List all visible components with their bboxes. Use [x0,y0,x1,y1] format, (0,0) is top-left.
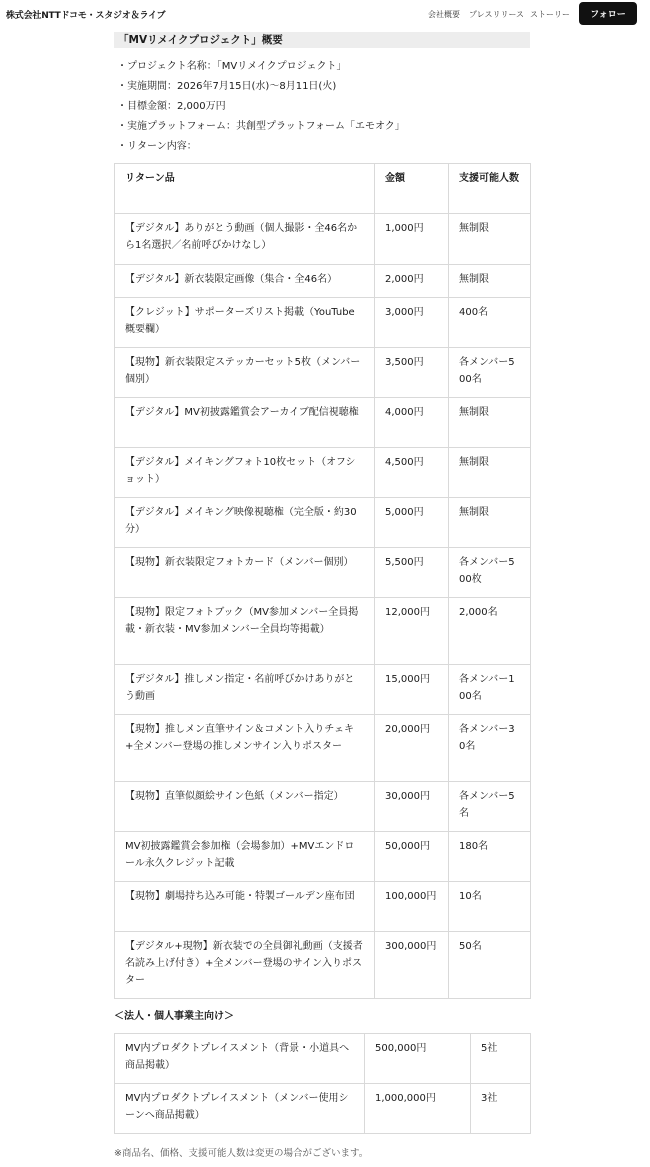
nav-press-release[interactable]: プレスリリース [469,10,525,19]
corporate-capacity: 3社 [471,1084,531,1134]
corporate-item: MV内プロダクトプレイスメント（メンバー使用シーンへ商品掲載） [115,1084,365,1134]
top-bar [0,0,650,27]
bullet-period: ・実施期間：2026年7月15日(水)〜8月11日(火) [117,81,337,92]
table-row [115,665,531,715]
bullet-returns: ・リターン内容： [117,141,197,152]
return-price: 20,000円 [375,715,449,782]
return-item: 【現物】新衣装限定ステッカーセット5枚（メンバー個別） [115,348,375,398]
table-row [115,348,531,398]
return-price: 15,000円 [375,665,449,715]
return-capacity: 無制限 [449,448,531,498]
return-capacity: 各メンバー500枚 [449,548,531,598]
corporate-capacity: 5社 [471,1034,531,1084]
return-price: 4,500円 [375,448,449,498]
nav-story[interactable]: ストーリー [530,10,570,19]
table-row [115,548,531,598]
return-capacity: 無制限 [449,498,531,548]
return-item: 【現物】劇場持ち込み可能・特製ゴールデン座布団 [115,882,375,932]
return-item: 【デジタル】ありがとう動画（個人撮影・全46名から1名選択／名前呼びかけなし） [115,214,375,265]
table-row [115,265,531,298]
table-row [115,498,531,548]
table-row [115,882,531,932]
return-capacity: 400名 [449,298,531,348]
table-row [115,398,531,448]
return-price: 4,000円 [375,398,449,448]
table-row [115,932,531,999]
table-row [115,1084,531,1134]
return-item: 【デジタル】メイキング映像視聴権（完全版・約30分） [115,498,375,548]
bullet-project-name: ・プロジェクト名称：「MVリメイクプロジェクト」 [117,61,347,72]
return-item: 【デジタル】新衣装限定画像（集合・全46名） [115,265,375,298]
table-row [115,715,531,782]
return-price: 5,000円 [375,498,449,548]
return-price: 5,500円 [375,548,449,598]
return-price: 3,000円 [375,298,449,348]
table-row [115,598,531,665]
table-row [115,448,531,498]
return-price: 12,000円 [375,598,449,665]
col-header-price: 金額 [375,164,449,214]
bullet-platform: ・実施プラットフォーム：共創型プラットフォーム「エモオク」 [117,121,405,132]
return-capacity: 2,000名 [449,598,531,665]
return-item: 【現物】限定フォトブック（MV参加メンバー全員掲載・新衣装・MV参加メンバー全員均等掲載） [115,598,375,665]
return-item: 【現物】新衣装限定フォトカード（メンバー個別） [115,548,375,598]
table-header-row [115,164,531,214]
table-row [115,298,531,348]
table-row [115,782,531,832]
corporate-item: MV内プロダクトプレイスメント（背景・小道具へ商品掲載） [115,1034,365,1084]
brand-name[interactable]: 株式会社NTTドコモ・スタジオ＆ライブ [6,11,166,21]
return-capacity: 無制限 [449,214,531,265]
bullet-target-amount: ・目標金額：2,000万円 [117,101,226,112]
return-item: 【デジタル】メイキングフォト10枚セット（オフショット） [115,448,375,498]
return-capacity: 無制限 [449,265,531,298]
table-row [115,832,531,882]
return-price: 3,500円 [375,348,449,398]
return-item: 【デジタル】推しメン指定・名前呼びかけありがとう動画 [115,665,375,715]
section-title: 「MVリメイクプロジェクト」概要 [114,32,530,48]
disclaimer-note: ※商品名、価格、支援可能人数は変更の場合がございます。 [114,1148,369,1159]
corporate-table [114,1033,531,1134]
return-item: 【現物】推しメン直筆サイン＆コメント入りチェキ+全メンバー登場の推しメンサイン入りポスター [115,715,375,782]
table-row [115,214,531,265]
return-capacity: 各メンバー500名 [449,348,531,398]
return-price: 30,000円 [375,782,449,832]
return-capacity: 50名 [449,932,531,999]
col-header-capacity: 支援可能人数 [449,164,531,214]
return-capacity: 無制限 [449,398,531,448]
table-row [115,1034,531,1084]
col-header-item: リターン品 [115,164,375,214]
return-item: MV初披露鑑賞会参加権（会場参加）+MVエンドロール永久クレジット記載 [115,832,375,882]
corporate-price: 500,000円 [365,1034,471,1084]
return-capacity: 10名 [449,882,531,932]
follow-button[interactable]: フォロー [579,2,637,25]
return-price: 50,000円 [375,832,449,882]
return-item: 【クレジット】サポーターズリスト掲載（YouTube概要欄） [115,298,375,348]
return-capacity: 180名 [449,832,531,882]
return-price: 300,000円 [375,932,449,999]
return-price: 100,000円 [375,882,449,932]
return-price: 2,000円 [375,265,449,298]
return-item: 【デジタル】MV初披露鑑賞会アーカイブ配信視聴権 [115,398,375,448]
return-capacity: 各メンバー30名 [449,715,531,782]
return-item: 【現物】直筆似顔絵サイン色紙（メンバー指定） [115,782,375,832]
corporate-price: 1,000,000円 [365,1084,471,1134]
corporate-heading: ＜法人・個人事業主向け＞ [114,1011,234,1022]
return-capacity: 各メンバー5名 [449,782,531,832]
returns-table [114,163,531,999]
nav-company[interactable]: 会社概要 [428,10,460,19]
return-item: 【デジタル+現物】新衣装での全員御礼動画（支援者名読み上げ付き）+全メンバー登場のサイン入りポスター [115,932,375,999]
return-capacity: 各メンバー100名 [449,665,531,715]
return-price: 1,000円 [375,214,449,265]
